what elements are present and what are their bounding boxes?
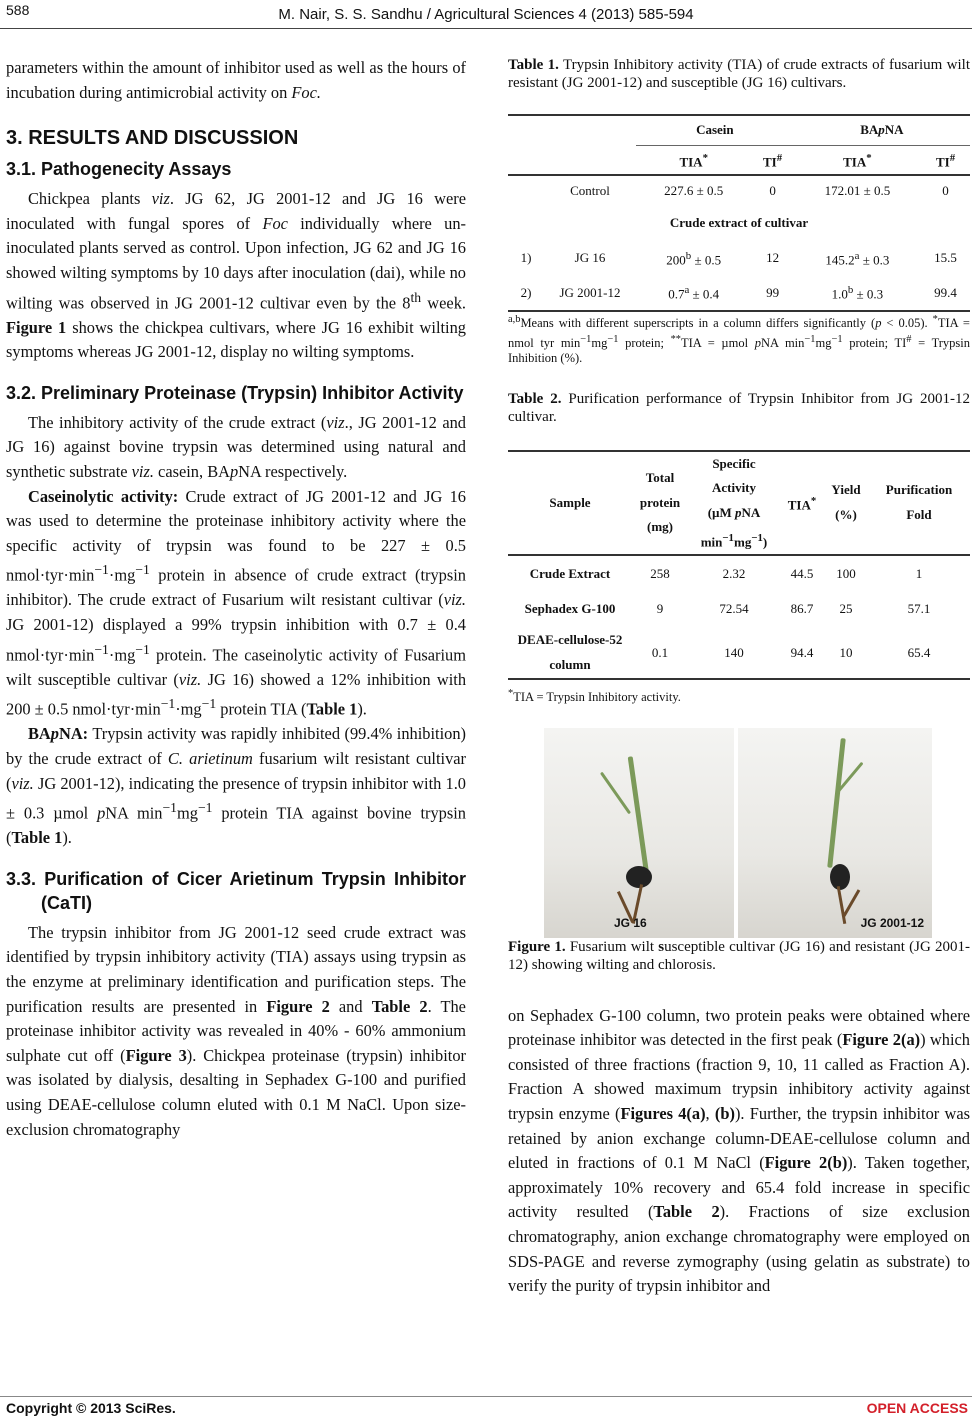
table2-head-sample: Sample — [549, 494, 591, 510]
figure1-photo-jg16 — [544, 728, 734, 938]
paragraph-bapna: BApNA: Trypsin activity was rapidly inhibited (99.4% inhibition) by the crude extract of C. arietinum fusarium wilt resistant cultivar (viz. JG 2001-12), indicating the presence of trypsin inhibitor with 1.0 ± 0.3 µmol pNA $\min^{-1}mg^{-1}$ protein TIA against bovine trypsin (Table 1). — [6, 724, 467, 848]
table1-group-casein: Casein — [636, 115, 794, 145]
table2-head-yield: Yield (%) — [831, 482, 861, 523]
intro-text: parameters within the amount of inhibitor used as well as the hours of incubation during antimicrobial activity on — [6, 58, 466, 102]
table2-row: Sephadex G-100 9 72.54 86.7 25 57.1 — [524, 601, 931, 617]
paragraph-3-3: The trypsin inhibitor from JG 2001-12 seed crude extract was identified by trypsin inhibitory activity (TIA) assays using trypsin as the enzyme at preliminary identification and purification steps. The purification results are presented in Figure 2 and Table 2. The proteinase inhibitor activity was revealed in 40% - 60% ammonium sulphate cut off (Figure 3). Chickpea proteinase (trypsin) inhibitor was isolated by dialysis, desalting in Sephadex G-100 and purified using DEAE-cellulose column eluted with 0.1 M NaCl. Upon size-exclusion chromatography — [6, 922, 466, 1139]
table2-head-tia: TIA* — [787, 494, 817, 512]
paragraph-3-2: The inhibitory activity of the crude extract (viz., JG 2001-12 and JG 16) against bovine trypsin was determined using natural and synthetic substrate viz. casein, BApNA respectively. — [6, 412, 466, 481]
paragraph-caseinolytic: Caseinolytic activity: Crude extract of JG 2001-12 and JG 16 was used to determine the proteinase inhibitory activity where the specific activity of trypsin was found to be 227 ± 0.5 $nmol\cdot tyr\cdot\min^{-1}\cdot mg^{-1}$ protein in absence of crude extract (trypsin inhibitor). The crude extract of Fusarium wilt resistant cultivar (viz. JG 2001-12) displayed a 99% trypsin inhibition with 0.7 ± 0.4 $nmol\cdot tyr\cdot\min^{-1}\cdot mg^{-1}$ protein. The caseinolytic activity of Fusarium wilt susceptible cultivar (viz. JG 16) showed a 12% inhibition with 200 ± 0.5 $nmol\cdot tyr\cdot\min^{-1}\cdot mg^{-1}$ protein TIA (Table 1). — [6, 486, 467, 719]
figure1-label-jg16: JG 16 — [614, 915, 647, 930]
table2-head-total-protein: Total protein (mg) — [639, 470, 681, 535]
open-access-badge: OPEN ACCESS — [866, 1400, 968, 1416]
table1-head-bapna-ti: TI# — [935, 151, 956, 169]
table2-row: DEAE-cellulose-52 column 0.1 140 94.4 10 65.4 — [508, 627, 970, 679]
paragraph-results-continued: on Sephadex G-100 column, two protein peaks were obtained where proteinase inhibitor was detected in the first peak (Figure 2(a)) which consisted of three fractions (fraction 9, 10, 11 called as Fraction A). Fraction A showed maximum trypsin inhibitory activity against trypsin enzyme (Figures 4(a), (b)). Further, the trypsin inhibitor was retained by anion exchange column-DEAE-cellulose column and eluted in fractions of 0.1 M NaCl (Figure 2(b)). Taken together, approximately 10% recovery and 65.4 fold increase in specific activity resulted (Table 2). Fractions of size exclusion chromatography, anion exchange chromatography were employed on SDS-PAGE and reverse zymography (using gelatin as substrate) to verify the purity of trypsin inhibitor and — [508, 1005, 970, 1296]
left-column — [6, 56, 466, 1142]
table2-caption: Table 2. Purification performance of Trypsin Inhibitor from JG 2001-12 cultivar. — [508, 390, 971, 425]
table2-row: Crude Extract 258 2.32 44.5 100 1 — [529, 565, 923, 581]
figure1-label-jg2001: JG 2001-12 — [860, 915, 924, 930]
intro-paragraph — [6, 56, 466, 105]
subsection-heading-3-2: 3.2. Preliminary Proteinase (Trypsin) Inhibitor Activity — [6, 382, 464, 403]
paragraph-3-1: Chickpea plants viz. JG 62, JG 2001-12 and JG 16 were inoculated with fungal spores of Foc individually where un-inoculated plants served as control. Upon infection, JG 62 and JG 16 showed wilting symptoms by 10 days after inoculation (dai), while no wilting was observed in JG 2001-12 cultivar even by the 8th week. Figure 1 shows the chickpea cultivars, where JG 16 exhibit wilting symptoms whereas JG 2001-12, display no wilting symptoms. — [6, 189, 467, 362]
figure1-photo-jg2001 — [738, 728, 932, 938]
table1-row-control: Control 227.6 ± 0.5 0 172.01 ± 0.5 0 — [570, 182, 949, 198]
subsection-heading-3-1: 3.1. Pathogenecity Assays — [6, 159, 232, 180]
table1-group-bapna: BApNA — [794, 115, 970, 145]
table1-head-bapna-tia: TIA* — [843, 151, 872, 169]
figure1-photos — [544, 728, 932, 938]
header-rule — [0, 28, 972, 29]
page-number: 588 — [6, 2, 30, 18]
intro-text-em: Foc. — [291, 82, 322, 102]
table1-row: 2) JG 2001-12 0.7$^a$ ± 0.4 99 1.0$^b$ ± 0.3 99.4 — [508, 275, 970, 311]
footer-rule — [0, 1396, 972, 1397]
table2-head-purification-fold: Purification Fold — [885, 482, 953, 523]
right-column — [508, 56, 970, 1299]
copyright: Copyright © 2013 SciRes. — [6, 1400, 176, 1416]
section-heading-results: 3. RESULTS AND DISCUSSION — [6, 127, 299, 150]
table1-caption: Table 1. Trypsin Inhibitory activity (TIA) of crude extracts of fusarium wilt resistant (JG 2001-12) and susceptible (JG 16) cultivars. — [508, 57, 971, 91]
subsection-heading-3-3: 3.3. Purification of Cicer Arietinum Trypsin Inhibitor (CaTI) — [6, 868, 466, 913]
table1-row: 1) JG 16 $200^b \pm 0.5$ 12 145.2$^a$ ± 0.3 15.5 — [520, 249, 957, 268]
table1-head-casein-tia: TIA* — [679, 151, 708, 169]
table2 — [508, 450, 970, 681]
running-head: M. Nair, S. S. Sandhu / Agricultural Sciences 4 (2013) 585-594 — [278, 6, 694, 23]
table1 — [508, 114, 970, 312]
figure1-caption: Figure 1. Fusarium wilt susceptible cultivar (JG 16) and resistant (JG 2001-12) showing wilting and chlorosis. — [508, 938, 970, 973]
table2-footnote: *TIA = Trypsin Inhibitory activity. — [508, 688, 681, 705]
table1-footnote: $^{a,b}$Means with different superscripts in a column differs significantly (p < 0.05). *TIA = nmol tyr $\min^{-1}mg^{-1}$ protein; **TIA = µmol pNA $\min^{-1}mg^{-1}$ protein; TI# = Trypsin Inhibition (%). — [508, 314, 971, 365]
table1-head-casein-ti: TI# — [763, 151, 783, 169]
table1-subheader: Crude extract of cultivar — [669, 215, 809, 231]
table2-head-specific-activity: Specific Activity (µM pNA $\min^{-1}mg^{-1}$) — [700, 455, 768, 549]
